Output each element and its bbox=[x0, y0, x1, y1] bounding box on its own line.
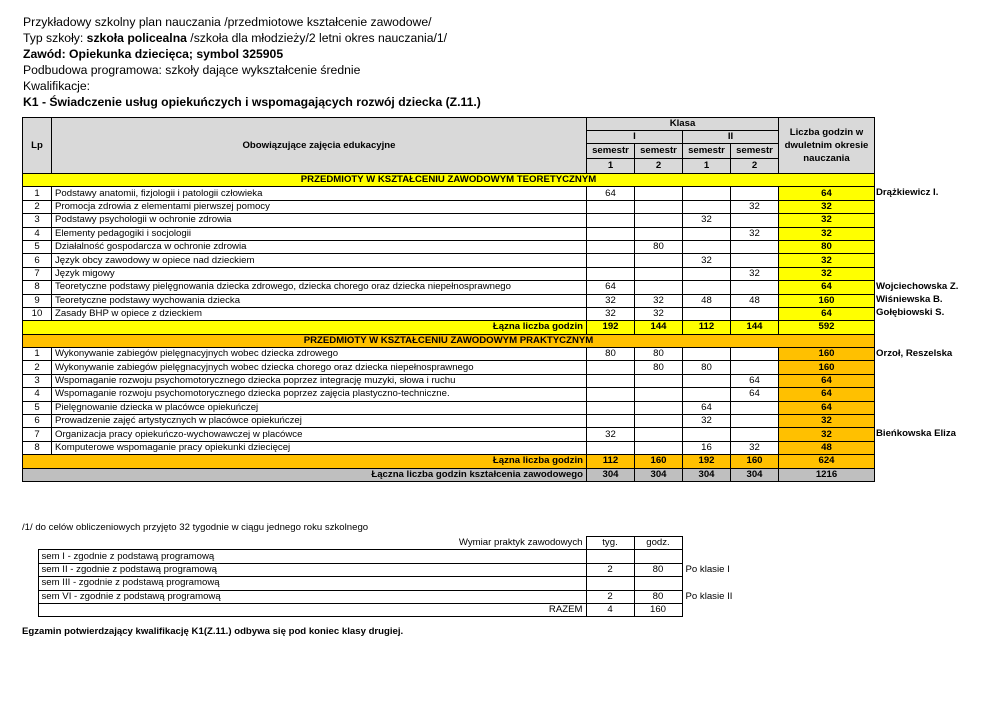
row-lp: 6 bbox=[23, 254, 52, 267]
row-semester-hours bbox=[635, 214, 683, 227]
row-semester-hours bbox=[587, 227, 635, 240]
practice-weeks: 2 bbox=[586, 590, 634, 603]
header-line-2-prefix: Typ szkoły: bbox=[23, 31, 87, 45]
row-semester-hours bbox=[683, 267, 731, 280]
row-lp: 9 bbox=[23, 294, 52, 307]
table-row bbox=[23, 187, 875, 200]
row-semester-hours bbox=[683, 374, 731, 387]
row-semester-hours bbox=[635, 227, 683, 240]
col-lp: Lp bbox=[23, 118, 52, 174]
row-semester-hours: 32 bbox=[635, 307, 683, 320]
row-subject: Język obcy zawodowy w opiece nad dzieckiem bbox=[52, 254, 587, 267]
row-semester-hours bbox=[587, 267, 635, 280]
row-total-hours: 64 bbox=[779, 401, 875, 414]
header-line-1: Przykładowy szkolny plan nauczania /przedmiotowe kształcenie zawodowe/ bbox=[23, 15, 432, 29]
row-total-hours: 64 bbox=[779, 388, 875, 401]
row-semester-hours bbox=[635, 254, 683, 267]
curriculum-table bbox=[22, 117, 875, 482]
practice-semester-label: sem II - zgodnie z podstawą programową bbox=[38, 563, 586, 576]
table-row bbox=[23, 428, 875, 441]
row-semester-hours bbox=[731, 415, 779, 428]
row-subject: Wspomaganie rozwoju psychomotorycznego dziecka poprzez integrację muzyki, słowa i ruchu bbox=[52, 374, 587, 387]
section-sum-value: 192 bbox=[587, 321, 635, 334]
row-subject: Podstawy psychologii w ochronie zdrowia bbox=[52, 214, 587, 227]
grand-total-value: 304 bbox=[635, 468, 683, 481]
practice-weeks bbox=[586, 577, 634, 590]
table-row bbox=[23, 361, 875, 374]
section-title-practice: PRZEDMIOTY W KSZTAŁCENIU ZAWODOWYM PRAKTYCZNYM bbox=[23, 334, 875, 347]
row-subject: Wspomaganie rozwoju psychomotorycznego dziecka poprzez zajęcia plastyczno-techniczne. bbox=[52, 388, 587, 401]
qualifications-label: Kwalifikacje: bbox=[23, 79, 91, 93]
row-semester-hours: 32 bbox=[731, 227, 779, 240]
table-row bbox=[23, 307, 875, 320]
row-subject: Podstawy anatomii, fizjologii i patologii człowieka bbox=[52, 187, 587, 200]
col-total: Liczba godzin w dwuletnim okresie nauczania bbox=[779, 118, 875, 174]
row-semester-hours bbox=[635, 374, 683, 387]
practice-sum-weeks: 4 bbox=[586, 603, 634, 616]
row-subject: Działalność gospodarcza w ochronie zdrowia bbox=[52, 240, 587, 253]
section-sum-value: 160 bbox=[731, 455, 779, 468]
practice-row bbox=[22, 577, 762, 590]
row-semester-hours: 80 bbox=[635, 361, 683, 374]
row-subject: Teoretyczne podstawy wychowania dziecka bbox=[52, 294, 587, 307]
practice-note bbox=[682, 550, 762, 563]
row-semester-hours bbox=[635, 200, 683, 213]
row-semester-hours bbox=[731, 428, 779, 441]
row-semester-hours: 32 bbox=[731, 200, 779, 213]
row-semester-hours bbox=[731, 254, 779, 267]
row-subject: Teoretyczne podstawy pielęgnowania dziecka zdrowego, dziecka chorego oraz dziecka niepełnosprawnego bbox=[52, 281, 587, 294]
table-row bbox=[23, 281, 875, 294]
col-sem-number: 2 bbox=[635, 159, 683, 174]
row-semester-hours bbox=[635, 281, 683, 294]
row-semester-hours: 80 bbox=[587, 348, 635, 361]
row-semester-hours bbox=[635, 187, 683, 200]
row-total-hours: 160 bbox=[779, 361, 875, 374]
row-semester-hours bbox=[731, 281, 779, 294]
practice-col-hours: godz. bbox=[634, 537, 682, 550]
section-sum-label: Łązna liczba godzin bbox=[23, 455, 587, 468]
row-semester-hours: 32 bbox=[587, 428, 635, 441]
row-semester-hours: 32 bbox=[635, 294, 683, 307]
section-sum-value: 160 bbox=[635, 455, 683, 468]
table-row bbox=[23, 374, 875, 387]
table-row bbox=[23, 294, 875, 307]
row-total-hours: 64 bbox=[779, 374, 875, 387]
table-row bbox=[23, 254, 875, 267]
practice-row bbox=[22, 590, 762, 603]
section-sum-row bbox=[23, 455, 875, 468]
row-semester-hours: 32 bbox=[683, 214, 731, 227]
row-lp: 5 bbox=[23, 240, 52, 253]
row-semester-hours bbox=[731, 361, 779, 374]
row-lp: 3 bbox=[23, 214, 52, 227]
practice-note: Po klasie I bbox=[685, 563, 730, 575]
practice-sum-label: RAZEM bbox=[38, 603, 586, 616]
col-sem-label: semestr bbox=[587, 144, 635, 159]
row-subject: Elementy pedagogiki i socjologii bbox=[52, 227, 587, 240]
practice-hours: 80 bbox=[634, 563, 682, 576]
row-semester-hours: 48 bbox=[731, 294, 779, 307]
row-lp: 8 bbox=[23, 441, 52, 454]
row-lp: 7 bbox=[23, 428, 52, 441]
row-semester-hours bbox=[731, 401, 779, 414]
row-lp: 3 bbox=[23, 374, 52, 387]
table-row bbox=[23, 441, 875, 454]
row-total-hours: 32 bbox=[779, 267, 875, 280]
row-semester-hours bbox=[635, 388, 683, 401]
col-sem-label: semestr bbox=[731, 144, 779, 159]
table-row bbox=[23, 240, 875, 253]
qualification-k1: K1 - Świadczenie usług opiekuńczych i wspomagających rozwój dziecka (Z.11.) bbox=[23, 95, 481, 109]
row-lp: 1 bbox=[23, 187, 52, 200]
col-sem-label: semestr bbox=[683, 144, 731, 159]
row-total-hours: 160 bbox=[779, 348, 875, 361]
teacher-name: Wojciechowska Z. bbox=[876, 280, 959, 292]
row-total-hours: 64 bbox=[779, 281, 875, 294]
row-total-hours: 160 bbox=[779, 294, 875, 307]
table-row bbox=[23, 415, 875, 428]
col-sem-label: semestr bbox=[635, 144, 683, 159]
practice-weeks bbox=[586, 550, 634, 563]
grand-total-value: 1216 bbox=[779, 468, 875, 481]
section-sum-value: 192 bbox=[683, 455, 731, 468]
grand-total-value: 304 bbox=[731, 468, 779, 481]
practice-col-weeks: tyg. bbox=[586, 537, 634, 550]
row-semester-hours: 64 bbox=[587, 281, 635, 294]
row-semester-hours bbox=[587, 415, 635, 428]
practice-semester-label: sem I - zgodnie z podstawą programową bbox=[38, 550, 586, 563]
row-semester-hours: 64 bbox=[731, 374, 779, 387]
row-total-hours: 32 bbox=[779, 214, 875, 227]
row-semester-hours: 32 bbox=[731, 267, 779, 280]
row-semester-hours bbox=[635, 267, 683, 280]
grand-total-value: 304 bbox=[683, 468, 731, 481]
practice-table bbox=[22, 536, 762, 617]
row-semester-hours: 16 bbox=[683, 441, 731, 454]
table-row bbox=[23, 214, 875, 227]
row-semester-hours bbox=[635, 401, 683, 414]
practice-row bbox=[22, 563, 762, 576]
section-sum-value: 144 bbox=[635, 321, 683, 334]
row-semester-hours bbox=[587, 374, 635, 387]
practice-semester-label: sem III - zgodnie z podstawą programową bbox=[38, 577, 586, 590]
teacher-name: Drążkiewicz I. bbox=[876, 186, 939, 198]
practice-semester-label: sem VI - zgodnie z podstawą programową bbox=[38, 590, 586, 603]
row-semester-hours: 80 bbox=[635, 348, 683, 361]
row-lp: 10 bbox=[23, 307, 52, 320]
school-type: szkoła policealna bbox=[86, 31, 187, 45]
practice-note: Po klasie II bbox=[685, 590, 733, 602]
col-klasa: Klasa bbox=[587, 118, 779, 131]
row-lp: 8 bbox=[23, 281, 52, 294]
row-total-hours: 64 bbox=[779, 307, 875, 320]
teacher-name: Gołębiowski S. bbox=[876, 307, 945, 319]
col-sem-number: 2 bbox=[731, 159, 779, 174]
footnote: /1/ do celów obliczeniowych przyjęto 32 tygodnie w ciągu jednego roku szkolnego bbox=[22, 522, 369, 533]
col-subjects: Obowiązujące zajęcia edukacyjne bbox=[52, 118, 587, 174]
practice-sum-hours: 160 bbox=[634, 603, 682, 616]
header-line-2 bbox=[23, 30, 481, 46]
row-total-hours: 32 bbox=[779, 415, 875, 428]
row-total-hours: 48 bbox=[779, 441, 875, 454]
row-semester-hours bbox=[683, 200, 731, 213]
row-subject: Prowadzenie zajęć artystycznych w placówce opiekuńczej bbox=[52, 415, 587, 428]
row-lp: 5 bbox=[23, 401, 52, 414]
row-semester-hours: 32 bbox=[587, 307, 635, 320]
teacher-name: Orzoł, Reszelska bbox=[876, 347, 953, 359]
row-semester-hours bbox=[731, 348, 779, 361]
section-sum-value: 624 bbox=[779, 455, 875, 468]
row-lp: 6 bbox=[23, 415, 52, 428]
table-row bbox=[23, 401, 875, 414]
row-semester-hours: 64 bbox=[731, 388, 779, 401]
row-semester-hours bbox=[683, 388, 731, 401]
row-total-hours: 32 bbox=[779, 428, 875, 441]
row-semester-hours: 64 bbox=[683, 401, 731, 414]
row-semester-hours bbox=[587, 254, 635, 267]
row-lp: 4 bbox=[23, 388, 52, 401]
practice-note bbox=[682, 577, 762, 590]
row-semester-hours: 80 bbox=[635, 240, 683, 253]
table-row bbox=[23, 388, 875, 401]
row-semester-hours: 32 bbox=[683, 415, 731, 428]
row-total-hours: 32 bbox=[779, 200, 875, 213]
header-line-2-suffix: /szkoła dla młodzieży/2 letni okres nauczania/1/ bbox=[186, 31, 448, 45]
row-total-hours: 32 bbox=[779, 254, 875, 267]
exam-note: Egzamin potwierdzający kwalifikację K1(Z.11.) odbywa się pod koniec klasy drugiej. bbox=[22, 626, 404, 637]
row-semester-hours bbox=[587, 200, 635, 213]
row-lp: 2 bbox=[23, 200, 52, 213]
grand-total-value: 304 bbox=[587, 468, 635, 481]
section-sum-row bbox=[23, 321, 875, 334]
row-subject: Język migowy bbox=[52, 267, 587, 280]
row-semester-hours bbox=[683, 240, 731, 253]
row-semester-hours: 64 bbox=[587, 187, 635, 200]
row-lp: 7 bbox=[23, 267, 52, 280]
row-semester-hours bbox=[683, 187, 731, 200]
row-semester-hours: 48 bbox=[683, 294, 731, 307]
row-subject: Zasady BHP w opiece z dzieckiem bbox=[52, 307, 587, 320]
row-semester-hours bbox=[683, 227, 731, 240]
row-subject: Wykonywanie zabiegów pielęgnacyjnych wobec dziecka chorego oraz dziecka niepełnosprawnego bbox=[52, 361, 587, 374]
table-row bbox=[23, 200, 875, 213]
teacher-name: Bieńkowska Eliza bbox=[876, 427, 956, 439]
table-row bbox=[23, 348, 875, 361]
row-semester-hours bbox=[587, 214, 635, 227]
row-semester-hours bbox=[587, 240, 635, 253]
section-sum-value: 112 bbox=[683, 321, 731, 334]
practice-title: Wymiar praktyk zawodowych bbox=[458, 536, 583, 548]
section-sum-value: 112 bbox=[587, 455, 635, 468]
col-class-1: I bbox=[587, 131, 683, 144]
col-sem-number: 1 bbox=[587, 159, 635, 174]
practice-hours bbox=[634, 577, 682, 590]
row-semester-hours bbox=[635, 428, 683, 441]
row-semester-hours bbox=[587, 441, 635, 454]
row-total-hours: 80 bbox=[779, 240, 875, 253]
row-total-hours: 64 bbox=[779, 187, 875, 200]
section-title-theory: PRZEDMIOTY W KSZTAŁCENIU ZAWODOWYM TEORETYCZNYM bbox=[23, 174, 875, 187]
row-semester-hours bbox=[731, 187, 779, 200]
row-semester-hours bbox=[587, 361, 635, 374]
practice-row bbox=[22, 550, 762, 563]
row-semester-hours bbox=[731, 214, 779, 227]
table-row bbox=[23, 227, 875, 240]
row-subject: Organizacja pracy opiekuńczo-wychowawczej w placówce bbox=[52, 428, 587, 441]
grand-total-row bbox=[23, 468, 875, 481]
section-sum-value: 144 bbox=[731, 321, 779, 334]
row-lp: 4 bbox=[23, 227, 52, 240]
row-semester-hours: 80 bbox=[683, 361, 731, 374]
col-sem-number: 1 bbox=[683, 159, 731, 174]
row-subject: Promocja zdrowia z elementami pierwszej pomocy bbox=[52, 200, 587, 213]
practice-hours bbox=[634, 550, 682, 563]
row-semester-hours: 32 bbox=[731, 441, 779, 454]
row-semester-hours bbox=[635, 415, 683, 428]
section-sum-value: 592 bbox=[779, 321, 875, 334]
row-semester-hours bbox=[587, 388, 635, 401]
grand-total-label: Łączna liczba godzin kształcenia zawodowego bbox=[23, 468, 587, 481]
section-sum-label: Łązna liczba godzin bbox=[23, 321, 587, 334]
practice-weeks: 2 bbox=[586, 563, 634, 576]
row-lp: 1 bbox=[23, 348, 52, 361]
row-semester-hours bbox=[683, 348, 731, 361]
row-semester-hours bbox=[587, 401, 635, 414]
row-semester-hours bbox=[683, 307, 731, 320]
row-semester-hours bbox=[731, 307, 779, 320]
teacher-name: Wiśniewska B. bbox=[876, 294, 943, 306]
row-subject: Pielęgnowanie dziecka w placówce opiekuńczej bbox=[52, 401, 587, 414]
col-class-2: II bbox=[683, 131, 779, 144]
row-semester-hours bbox=[683, 281, 731, 294]
row-semester-hours bbox=[731, 240, 779, 253]
row-lp: 2 bbox=[23, 361, 52, 374]
document-header bbox=[23, 14, 481, 110]
row-semester-hours: 32 bbox=[683, 254, 731, 267]
profession-line: Zawód: Opiekunka dziecięca; symbol 325905 bbox=[23, 47, 284, 61]
row-semester-hours bbox=[683, 428, 731, 441]
program-base-line: Podbudowa programowa: szkoły dające wykształcenie średnie bbox=[23, 63, 361, 77]
row-subject: Wykonywanie zabiegów pielęgnacyjnych wobec dziecka zdrowego bbox=[52, 348, 587, 361]
row-subject: Komputerowe wspomaganie pracy opiekunki dziecięcej bbox=[52, 441, 587, 454]
row-semester-hours: 32 bbox=[587, 294, 635, 307]
table-row bbox=[23, 267, 875, 280]
row-total-hours: 32 bbox=[779, 227, 875, 240]
row-semester-hours bbox=[635, 441, 683, 454]
practice-hours: 80 bbox=[634, 590, 682, 603]
